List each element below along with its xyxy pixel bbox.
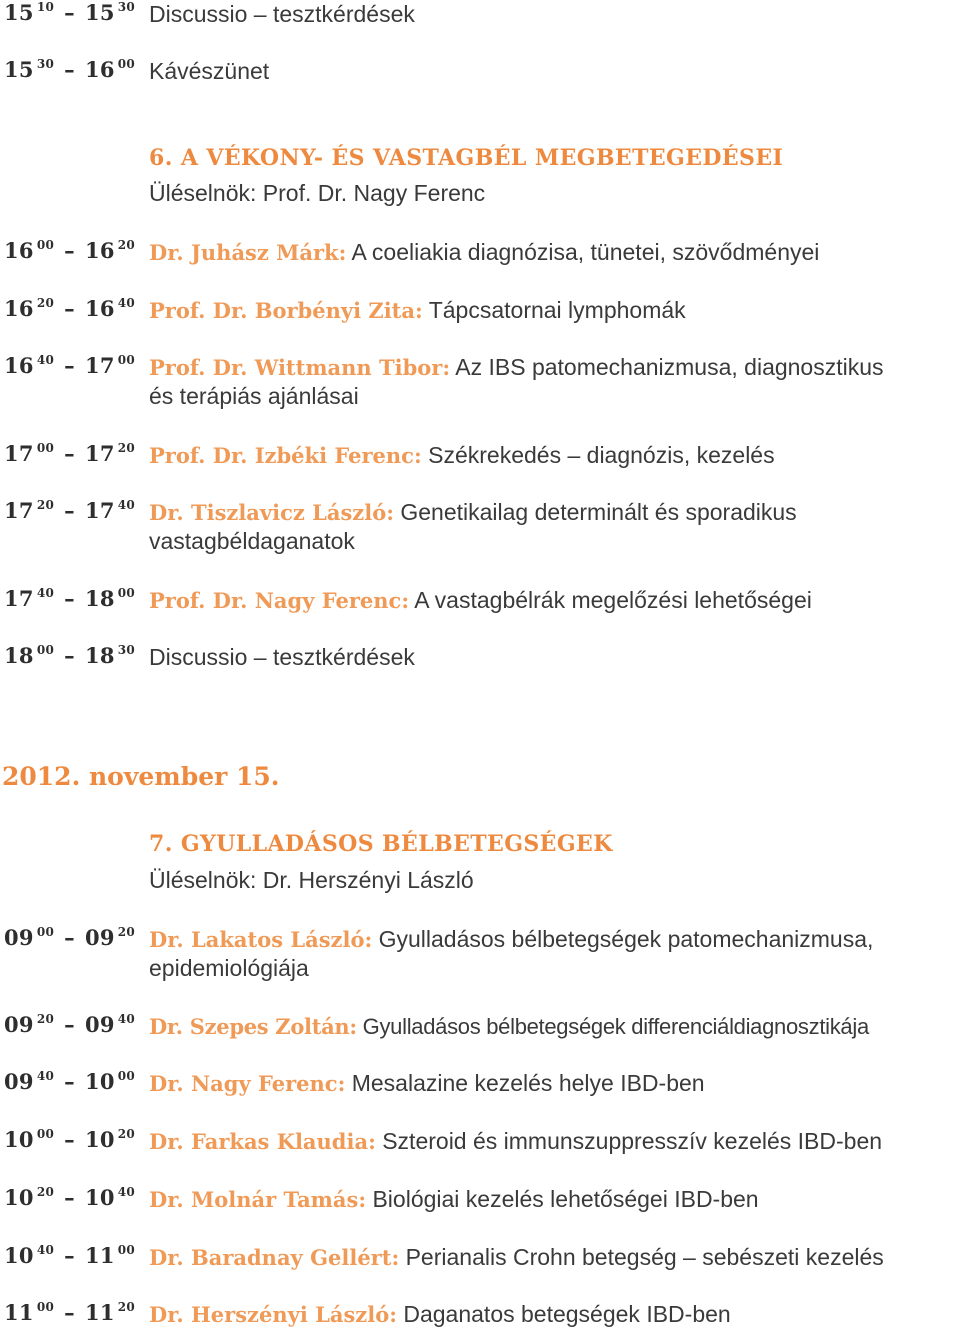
talk-text: Dr. Juhász Márk: A coeliakia diagnózisa, tünetei, szövődményei: [149, 239, 820, 265]
speaker-name: Dr. Juhász Márk:: [149, 240, 347, 265]
session-chair: Üléselnök: Prof. Dr. Nagy Ferenc: [149, 180, 486, 206]
talk-text: Prof. Dr. Borbényi Zita: Tápcsatornai lymphomák: [149, 297, 686, 323]
talk-text: Discussio – tesztkérdések: [149, 1, 415, 27]
talk-text: Dr. Molnár Tamás: Biológiai kezelés lehetőségei IBD-ben: [149, 1186, 759, 1212]
time-range: 18 $^{00}$ – 18 $^{30}$: [4, 643, 136, 668]
speaker-name: Dr. Molnár Tamás:: [149, 1187, 367, 1212]
time-range: 09 $^{20}$ – 09 $^{40}$: [4, 1012, 136, 1037]
time-range: 15 $^{30}$ – 16 $^{00}$: [4, 57, 136, 82]
speaker-name: Dr. Lakatos László:: [149, 927, 373, 952]
speaker-name: Dr. Szepes Zoltán:: [149, 1014, 357, 1039]
time-range: 17 $^{00}$ – 17 $^{20}$: [4, 441, 136, 466]
talk-text: Dr. Baradnay Gellért: Perianalis Crohn betegség – sebészeti kezelés: [149, 1244, 884, 1270]
talk-text: Prof. Dr. Nagy Ferenc: A vastagbélrák megelőzési lehetőségei: [149, 587, 812, 613]
speaker-name: Prof. Dr. Izbéki Ferenc:: [149, 443, 422, 468]
talk-text: Dr. Farkas Klaudia: Szteroid és immunszuppresszív kezelés IBD-ben: [149, 1128, 883, 1154]
speaker-name: Dr. Nagy Ferenc:: [149, 1071, 346, 1096]
talk-text: Dr. Nagy Ferenc: Mesalazine kezelés helye IBD-ben: [149, 1070, 705, 1096]
time-range: 16 $^{00}$ – 16 $^{20}$: [4, 238, 136, 263]
time-range: 10 $^{40}$ – 11 $^{00}$: [4, 1243, 136, 1268]
time-range: 17 $^{40}$ – 18 $^{00}$: [4, 586, 136, 611]
speaker-name: Prof. Dr. Nagy Ferenc:: [149, 588, 410, 613]
section-title: 7. GYULLADÁSOS BÉLBETEGSÉGEK: [149, 831, 613, 857]
talk-text: Dr. Szepes Zoltán: Gyulladásos bélbetegségek differenciáldiagnosztikája: [149, 1014, 869, 1039]
talk-text: Dr. Herszényi László: Daganatos betegségek IBD-ben: [149, 1301, 731, 1327]
time-range: 16 $^{40}$ – 17 $^{00}$: [4, 353, 136, 378]
time-range: 11 $^{00}$ – 11 $^{20}$: [4, 1300, 136, 1325]
session-chair: Üléselnök: Dr. Herszényi László: [149, 867, 474, 893]
time-range: 09 $^{40}$ – 10 $^{00}$: [4, 1069, 136, 1094]
section-title: 6. A VÉKONY- ÉS VASTAGBÉL MEGBETEGEDÉSEI: [149, 145, 784, 171]
day-date: 2012. november 15.: [2, 762, 280, 791]
speaker-name: Dr. Herszényi László:: [149, 1302, 397, 1327]
talk-text: Prof. Dr. Izbéki Ferenc: Székrekedés – diagnózis, kezelés: [149, 442, 775, 468]
speaker-name: Dr. Farkas Klaudia:: [149, 1129, 376, 1154]
time-range: 17 $^{20}$ – 17 $^{40}$: [4, 498, 136, 523]
talk-text: Dr. Lakatos László: Gyulladásos bélbetegségek patomechanizmusa, epidemiológiája: [149, 926, 874, 981]
speaker-name: Prof. Dr. Wittmann Tibor:: [149, 355, 451, 380]
talk-text: Kávészünet: [149, 58, 270, 84]
talk-text: Dr. Tiszlavicz László: Genetikailag determinált és sporadikus vastagbéldaganatok: [149, 499, 797, 554]
speaker-name: Dr. Baradnay Gellért:: [149, 1245, 400, 1270]
talk-text: Discussio – tesztkérdések: [149, 644, 415, 670]
talk-text: Prof. Dr. Wittmann Tibor: Az IBS patomechanizmusa, diagnosztikus és terápiás ajánlásai: [149, 354, 884, 409]
time-range: 10 $^{00}$ – 10 $^{20}$: [4, 1127, 136, 1152]
time-range: 16 $^{20}$ – 16 $^{40}$: [4, 296, 136, 321]
speaker-name: Dr. Tiszlavicz László:: [149, 500, 394, 525]
time-range: 09 $^{00}$ – 09 $^{20}$: [4, 925, 136, 950]
speaker-name: Prof. Dr. Borbényi Zita:: [149, 298, 423, 323]
time-range: 15 $^{10}$ – 15 $^{30}$: [4, 0, 136, 25]
time-range: 10 $^{20}$ – 10 $^{40}$: [4, 1185, 136, 1210]
